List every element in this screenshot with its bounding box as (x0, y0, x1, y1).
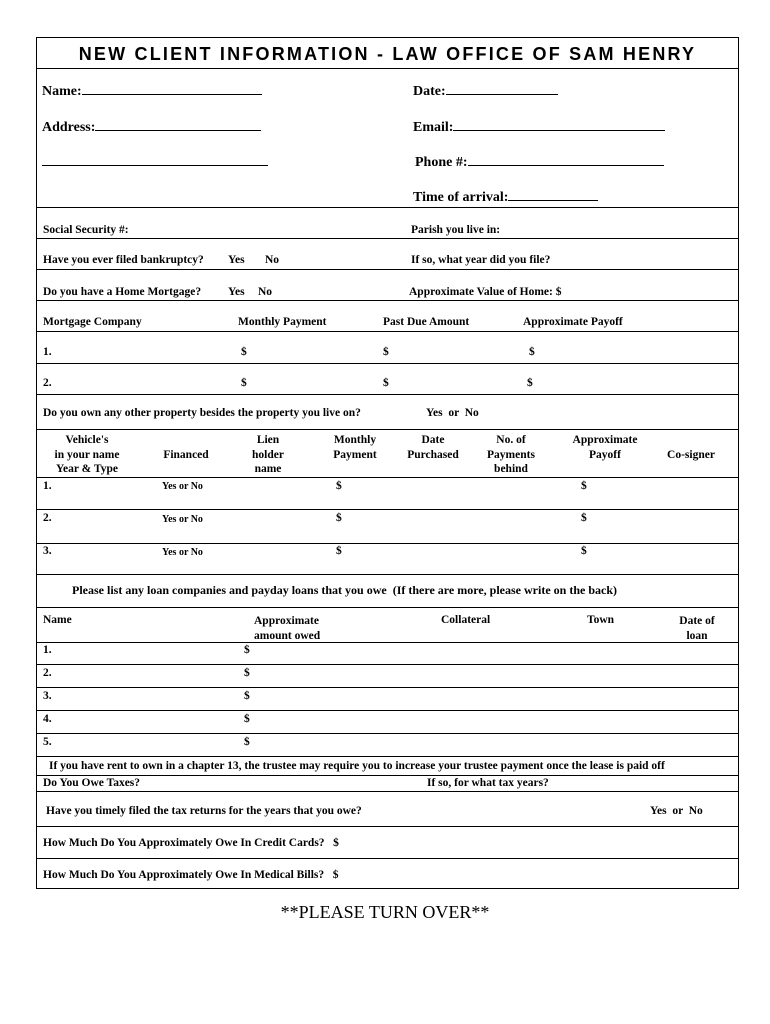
vehicle-row-monthly[interactable]: $ (336, 480, 342, 492)
medical-bills-question: How Much Do You Approximately Owe In Medical Bills? $ (43, 869, 339, 881)
rent-to-own-note: If you have rent to own in a chapter 13, the trustee may require you to increase your trustee payment once the lease is paid off (49, 760, 665, 772)
vehicle-header-lienholder: Lien holder name (252, 434, 284, 475)
divider (37, 429, 738, 430)
name-field[interactable] (42, 82, 262, 100)
loan-row-num: 3. (43, 690, 52, 702)
filed-returns-answer[interactable]: Yes or No (650, 805, 703, 817)
loans-header-collateral: Collateral (441, 614, 491, 626)
bankruptcy-yes[interactable]: Yes (228, 254, 245, 266)
mortgage-row-payoff[interactable]: $ (527, 377, 533, 389)
vehicle-row-payoff[interactable]: $ (581, 512, 587, 524)
email-label: Email: (413, 120, 454, 135)
please-turn-over-note: **PLEASE TURN OVER** (280, 902, 490, 922)
mortgage-no[interactable]: No (258, 286, 273, 298)
vehicle-row-financed[interactable]: Yes or No (162, 481, 203, 492)
other-property-answer[interactable]: Yes or No (426, 407, 479, 419)
bankruptcy-no[interactable]: No (265, 254, 280, 266)
mortgage-header-pastdue: Past Due Amount (383, 316, 470, 328)
mortgage-row-pastdue[interactable]: $ (383, 346, 389, 358)
date-label: Date: (413, 84, 446, 99)
divider (37, 477, 738, 478)
divider (37, 733, 738, 734)
phone-field[interactable] (415, 153, 664, 171)
loans-header-date: Date of loan (679, 615, 715, 642)
divider (37, 207, 738, 208)
vehicle-row-financed[interactable]: Yes or No (162, 514, 203, 525)
vehicle-row-monthly[interactable]: $ (336, 545, 342, 557)
tax-years-question: If so, for what tax years? (427, 777, 549, 789)
loan-row-num: 1. (43, 644, 52, 656)
vehicle-header-cosigner: Co-signer (667, 449, 715, 461)
address-line-2-blank[interactable] (42, 153, 268, 166)
loan-row-amount[interactable]: $ (244, 690, 250, 702)
loan-row-amount[interactable]: $ (244, 644, 250, 656)
arrival-field[interactable] (413, 188, 598, 206)
divider (37, 791, 738, 792)
credit-card-question: How Much Do You Approximately Owe In Credit Cards? $ (43, 837, 339, 849)
divider (37, 574, 738, 575)
divider (37, 331, 738, 332)
email-field[interactable] (413, 118, 665, 136)
loans-header-town: Town (587, 614, 615, 626)
loans-heading: Please list any loan companies and payday loans that you owe (If there are more, please write on the back) (72, 583, 617, 597)
home-value-label: Approximate Value of Home: $ (409, 286, 562, 298)
divider (37, 687, 738, 688)
vehicle-row-financed[interactable]: Yes or No (162, 547, 203, 558)
email-blank[interactable] (453, 118, 665, 131)
mortgage-row-monthly[interactable]: $ (241, 346, 247, 358)
date-blank[interactable] (446, 82, 558, 95)
phone-label: Phone #: (415, 155, 468, 170)
name-label: Name: (42, 84, 82, 99)
divider (37, 858, 738, 859)
vehicle-header-financed: Financed (163, 449, 209, 461)
divider (37, 238, 738, 239)
vehicle-header-date: Date Purchased (407, 434, 459, 461)
divider (37, 710, 738, 711)
ssn-label: Social Security #: (43, 224, 129, 236)
vehicle-row-payoff[interactable]: $ (581, 480, 587, 492)
mortgage-question: Do you have a Home Mortgage? (43, 286, 202, 298)
mortgage-row-num: 1. (43, 346, 52, 358)
loan-row-num: 2. (43, 667, 52, 679)
divider (37, 826, 738, 827)
vehicle-header-behind: No. of Payments behind (487, 434, 535, 475)
address-field[interactable] (42, 118, 261, 136)
divider (37, 775, 738, 776)
vehicle-row-num: 2. (43, 512, 52, 524)
divider (37, 394, 738, 395)
loan-row-amount[interactable]: $ (244, 713, 250, 725)
phone-blank[interactable] (468, 153, 664, 166)
divider (37, 509, 738, 510)
arrival-blank[interactable] (508, 188, 598, 201)
mortgage-row-payoff[interactable]: $ (529, 346, 535, 358)
divider (37, 269, 738, 270)
address-line-2[interactable] (42, 153, 268, 171)
mortgage-row-num: 2. (43, 377, 52, 389)
bankruptcy-question: Have you ever filed bankruptcy? (43, 254, 204, 266)
address-blank[interactable] (95, 118, 261, 131)
vehicle-row-payoff[interactable]: $ (581, 545, 587, 557)
divider (37, 363, 738, 364)
vehicle-row-monthly[interactable]: $ (336, 512, 342, 524)
date-field[interactable] (413, 82, 558, 100)
vehicle-header-monthly: Monthly Payment (333, 434, 377, 461)
vehicle-row-num: 3. (43, 545, 52, 557)
bankruptcy-year-question: If so, what year did you file? (411, 254, 551, 266)
other-property-question: Do you own any other property besides the property you live on? (43, 407, 361, 419)
vehicle-row-num: 1. (43, 480, 52, 492)
divider (37, 300, 738, 301)
divider (37, 642, 738, 643)
divider (37, 68, 738, 69)
client-information-form (36, 37, 739, 889)
divider (37, 664, 738, 665)
arrival-label: Time of arrival: (413, 190, 509, 205)
mortgage-header-payoff: Approximate Payoff (523, 316, 623, 328)
parish-label: Parish you live in: (411, 224, 501, 236)
loan-row-num: 5. (43, 736, 52, 748)
vehicle-header-payoff: Approximate Payoff (572, 434, 638, 461)
mortgage-row-monthly[interactable]: $ (241, 377, 247, 389)
loan-row-num: 4. (43, 713, 52, 725)
mortgage-header-company: Mortgage Company (43, 316, 142, 328)
divider (37, 756, 738, 757)
loans-header-amount: Approximate amount owed (254, 615, 321, 642)
divider (37, 607, 738, 608)
name-blank[interactable] (82, 82, 262, 95)
vehicle-header-type: Vehicle's in your name Year & Type (54, 434, 120, 475)
address-label: Address: (42, 120, 96, 135)
mortgage-header-monthly: Monthly Payment (238, 316, 327, 328)
divider (37, 543, 738, 544)
form-title: NEW CLIENT INFORMATION - LAW OFFICE OF SAM HENRY (78, 44, 697, 64)
mortgage-yes[interactable]: Yes (228, 286, 245, 298)
owe-taxes-question: Do You Owe Taxes? (43, 777, 141, 789)
loans-header-name: Name (43, 614, 72, 626)
loan-row-amount[interactable]: $ (244, 736, 250, 748)
loan-row-amount[interactable]: $ (244, 667, 250, 679)
mortgage-row-pastdue[interactable]: $ (383, 377, 389, 389)
filed-returns-question: Have you timely filed the tax returns for the years that you owe? (46, 805, 362, 817)
